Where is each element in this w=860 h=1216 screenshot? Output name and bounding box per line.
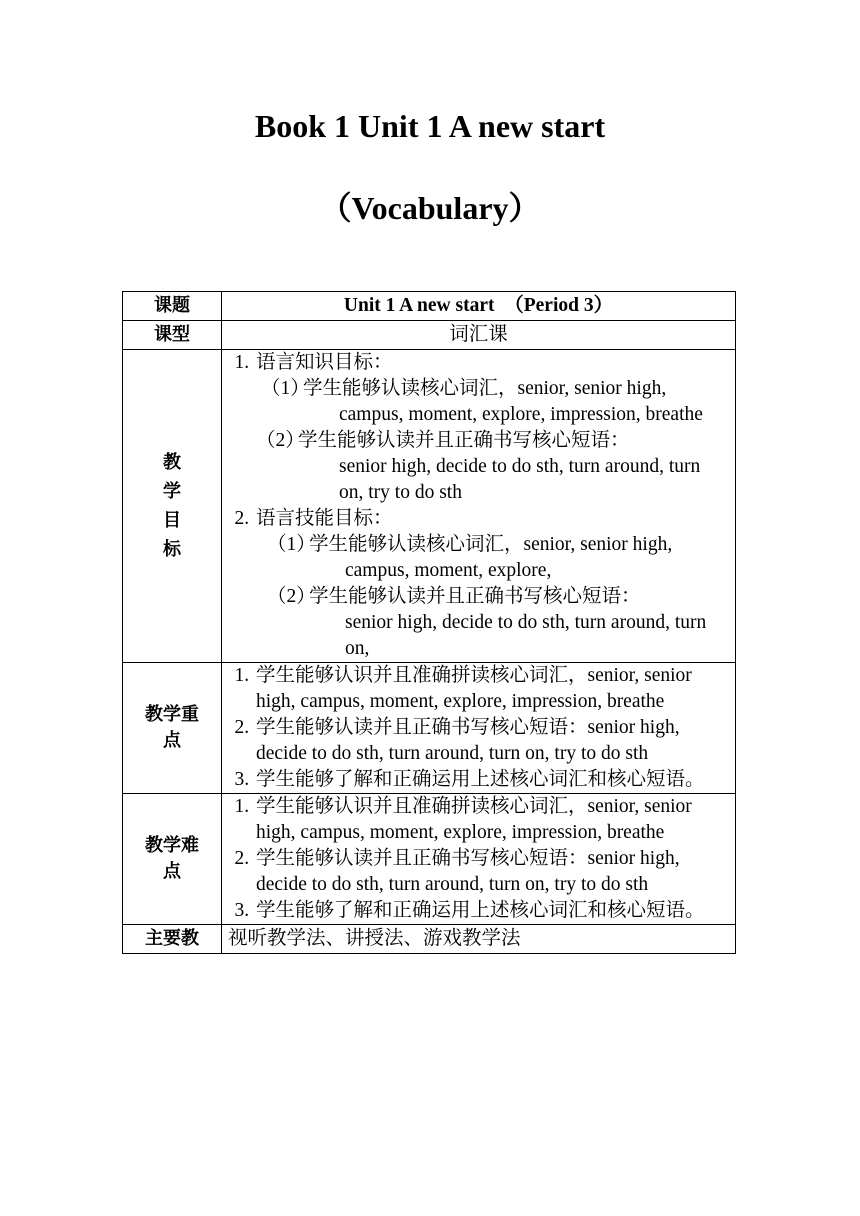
sub-marker: （2） xyxy=(256,430,305,451)
objectives-label xyxy=(123,350,222,663)
difficult-points-list xyxy=(228,794,729,924)
sub-text-continued: senior high, decide to do sth, turn around, turn on, try to do sth xyxy=(339,456,701,503)
objectives-list xyxy=(228,350,729,376)
methods-value: 视听教学法、讲授法、游戏教学法 xyxy=(222,925,736,954)
list-item: 3. 学生能够了解和正确运用上述核心词汇和核心短语。 xyxy=(254,767,729,793)
key-points-list xyxy=(228,663,729,793)
objectives-content xyxy=(222,350,736,663)
sub-text: 学生能够认读核心词汇，senior, senior high, xyxy=(303,378,667,399)
objectives-label-char: 标 xyxy=(163,539,181,560)
table-row-objectives xyxy=(123,350,736,663)
difficult-points-content xyxy=(222,794,736,925)
objective-title: 语言技能目标： xyxy=(256,508,393,529)
sub-text-continued: campus, moment, explore, xyxy=(345,560,552,581)
sub-marker: （2） xyxy=(267,586,316,607)
table-row-type xyxy=(123,321,736,350)
list-item: 1. 学生能够认识并且准确拼读核心词汇，senior, senior high, campus, moment, explore, impression, breathe xyxy=(254,794,729,846)
objective-title: 语言知识目标： xyxy=(256,352,393,373)
list-item xyxy=(254,350,729,376)
list-item xyxy=(228,584,729,662)
table-row-topic xyxy=(123,292,736,321)
sub-text-continued: campus, moment, explore, impression, breathe xyxy=(339,404,703,425)
topic-label: 课题 xyxy=(123,292,222,321)
list-item xyxy=(254,506,729,532)
objectives-label-char: 教 xyxy=(163,452,181,473)
objectives-label-char: 目 xyxy=(163,510,181,531)
list-item: 3. 学生能够了解和正确运用上述核心词汇和核心短语。 xyxy=(254,898,729,924)
sub-marker: （1） xyxy=(261,378,310,399)
table-row-difficult-points xyxy=(123,794,736,925)
list-item xyxy=(228,428,729,506)
methods-label: 主要教 xyxy=(123,925,222,954)
key-points-label-line: 教学重 xyxy=(145,704,199,725)
key-points-content xyxy=(222,663,736,794)
key-points-label-line: 点 xyxy=(163,730,181,751)
document-subtitle: （Vocabulary） xyxy=(319,190,541,226)
table-row-key-points xyxy=(123,663,736,794)
lesson-plan-table xyxy=(122,291,736,954)
list-item xyxy=(228,532,729,584)
list-item: 1. 学生能够认识并且准确拼读核心词汇，senior, senior high, campus, moment, explore, impression, breathe xyxy=(254,663,729,715)
sub-text: 学生能够认读核心词汇，senior, senior high, xyxy=(309,534,673,555)
list-item xyxy=(228,376,729,428)
sub-marker: （1） xyxy=(267,534,316,555)
difficult-points-label-line: 点 xyxy=(163,861,181,882)
table-row-methods xyxy=(123,925,736,954)
key-points-label xyxy=(123,663,222,794)
list-item: 2. 学生能够认读并且正确书写核心短语：senior high, decide to do sth, turn around, turn on, try to do sth xyxy=(254,846,729,898)
difficult-points-label xyxy=(123,794,222,925)
sub-text: 学生能够认读并且正确书写核心短语： xyxy=(309,586,641,607)
sub-text: 学生能够认读并且正确书写核心短语： xyxy=(298,430,630,451)
list-item: 2. 学生能够认读并且正确书写核心短语：senior high, decide to do sth, turn around, turn on, try to do sth xyxy=(254,715,729,767)
topic-value: Unit 1 A new start （Period 3） xyxy=(222,292,736,321)
type-value: 词汇课 xyxy=(222,321,736,350)
document-title: Book 1 Unit 1 A new start xyxy=(254,108,606,144)
type-label: 课型 xyxy=(123,321,222,350)
difficult-points-label-line: 教学难 xyxy=(145,835,199,856)
objectives-label-char: 学 xyxy=(163,481,181,502)
sub-text-continued: senior high, decide to do sth, turn around, turn on, xyxy=(345,612,707,659)
objectives-list xyxy=(228,506,729,532)
